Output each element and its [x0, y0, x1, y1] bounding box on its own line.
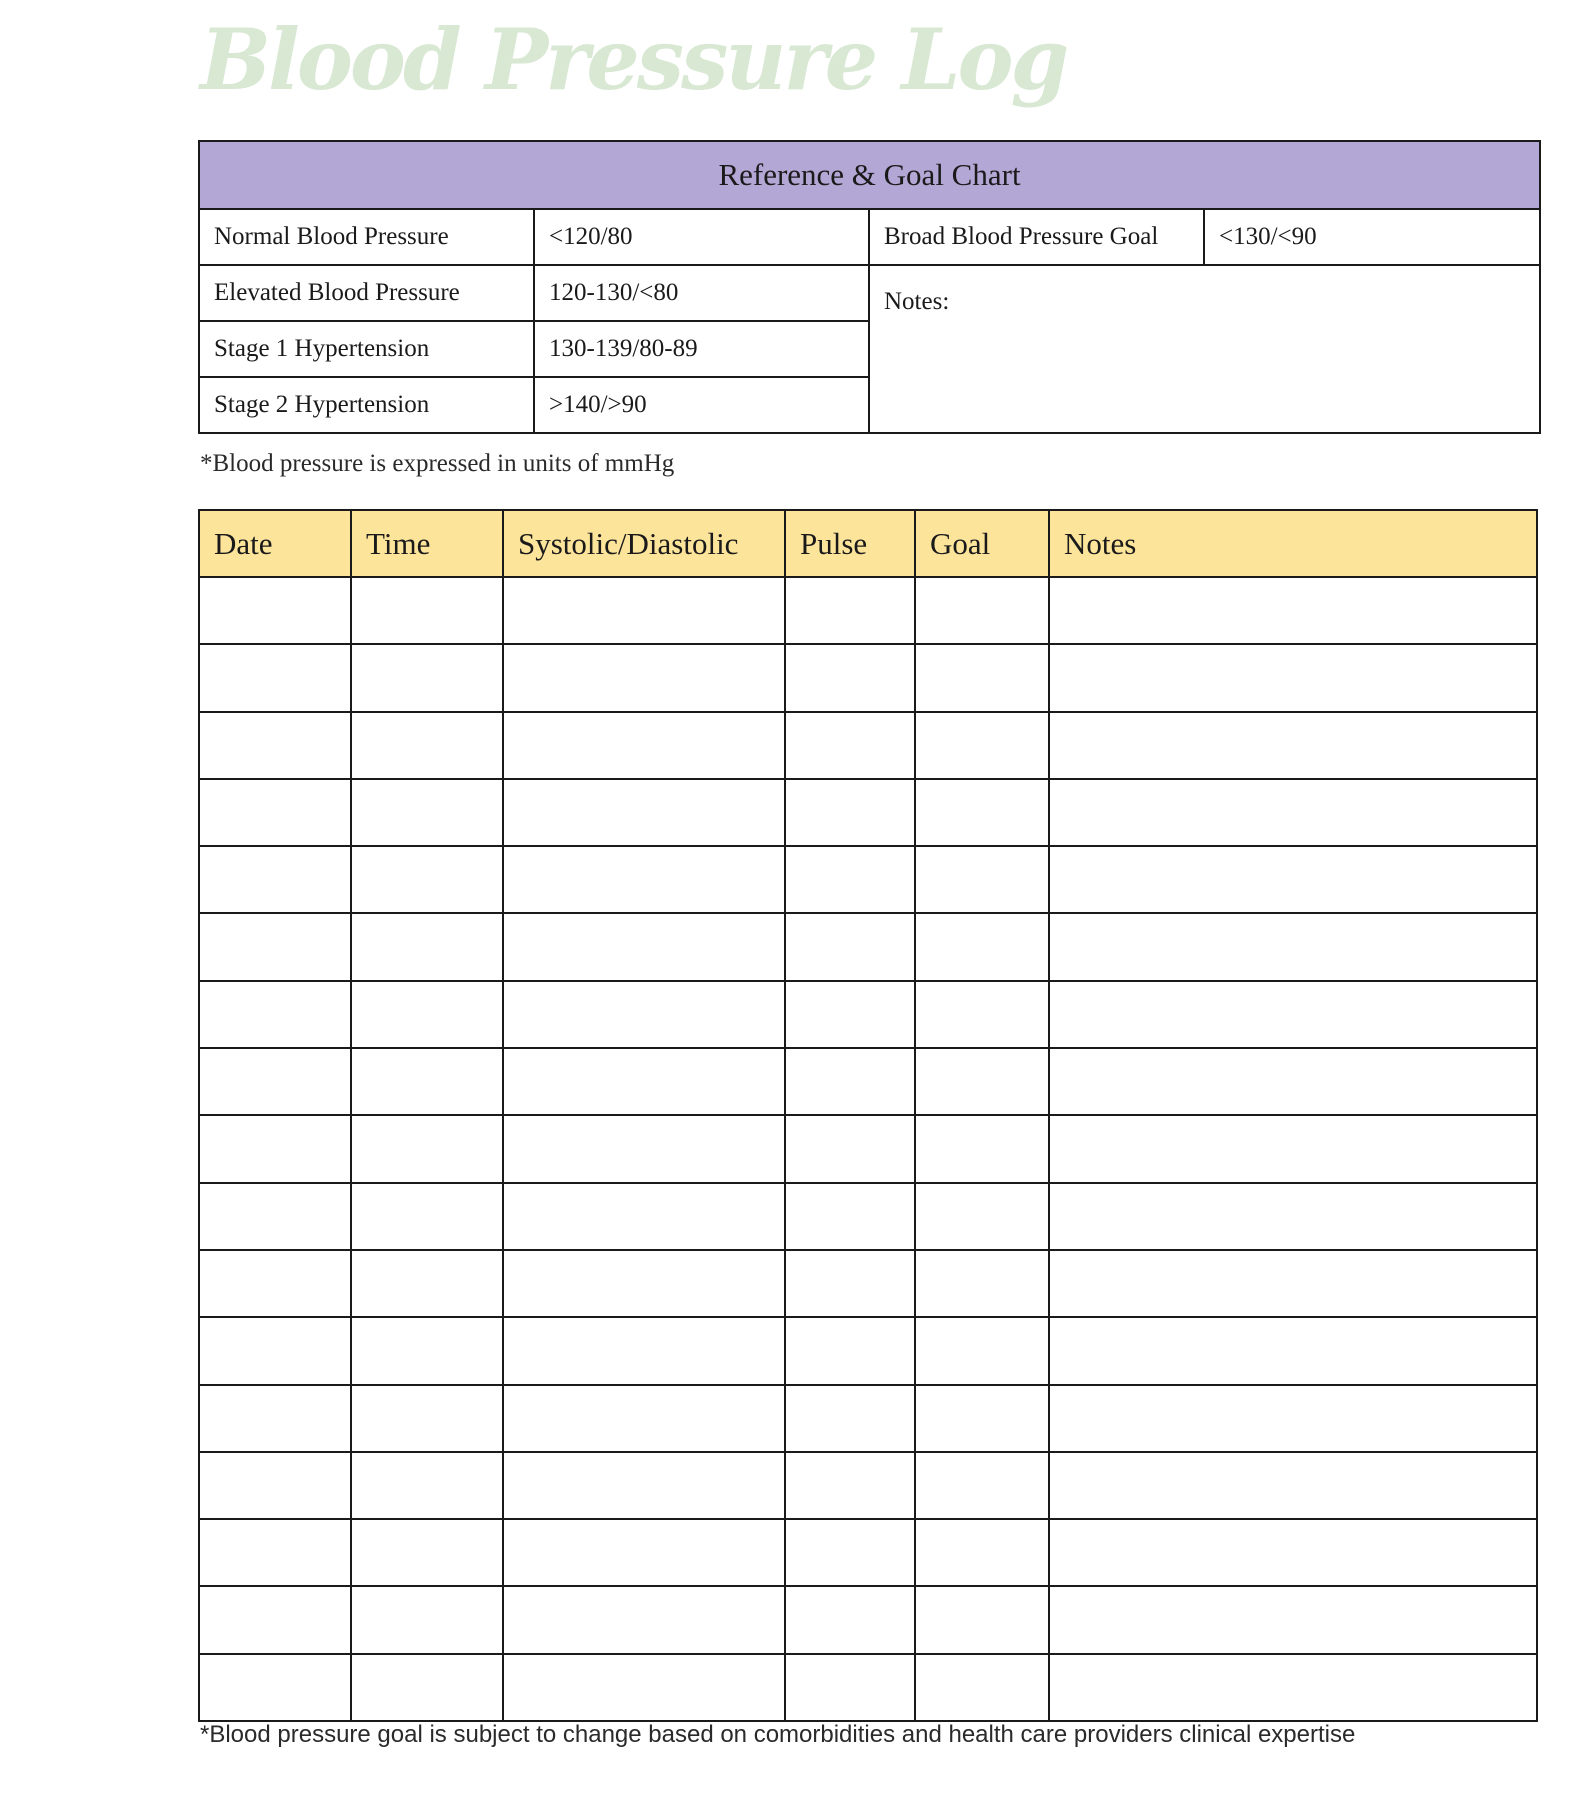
log-header-row: [199, 510, 1537, 577]
cell-pulse[interactable]: [785, 846, 915, 913]
cell-date[interactable]: [199, 1519, 351, 1586]
cell-notes[interactable]: [1049, 913, 1537, 980]
value-elevated: 120-130/<80: [534, 265, 869, 321]
cell-time[interactable]: [351, 577, 503, 644]
cell-systolic-diastolic[interactable]: [503, 1452, 785, 1519]
cell-date[interactable]: [199, 846, 351, 913]
cell-date[interactable]: [199, 577, 351, 644]
cell-notes[interactable]: [1049, 1250, 1537, 1317]
cell-pulse[interactable]: [785, 1654, 915, 1721]
cell-systolic-diastolic[interactable]: [503, 779, 785, 846]
cell-pulse[interactable]: [785, 913, 915, 980]
column-notes: Notes: [1049, 510, 1537, 577]
cell-date[interactable]: [199, 712, 351, 779]
cell-systolic-diastolic[interactable]: [503, 981, 785, 1048]
cell-date[interactable]: [199, 1385, 351, 1452]
cell-pulse[interactable]: [785, 1519, 915, 1586]
cell-systolic-diastolic[interactable]: [503, 644, 785, 711]
value-stage2: >140/>90: [534, 377, 869, 433]
table-row: [199, 779, 1537, 846]
cell-time[interactable]: [351, 846, 503, 913]
cell-pulse[interactable]: [785, 779, 915, 846]
cell-date[interactable]: [199, 1654, 351, 1721]
cell-notes[interactable]: [1049, 712, 1537, 779]
cell-date[interactable]: [199, 1586, 351, 1653]
cell-goal[interactable]: [915, 1385, 1049, 1452]
cell-date[interactable]: [199, 1317, 351, 1384]
value-stage1: 130-139/80-89: [534, 321, 869, 377]
cell-goal[interactable]: [915, 1250, 1049, 1317]
cell-systolic-diastolic[interactable]: [503, 1048, 785, 1115]
cell-pulse[interactable]: [785, 1183, 915, 1250]
cell-notes[interactable]: [1049, 1385, 1537, 1452]
cell-pulse[interactable]: [785, 1317, 915, 1384]
cell-notes[interactable]: [1049, 1654, 1537, 1721]
table-row: [199, 577, 1537, 644]
cell-systolic-diastolic[interactable]: [503, 1250, 785, 1317]
table-row: [199, 846, 1537, 913]
cell-pulse[interactable]: [785, 644, 915, 711]
cell-time[interactable]: [351, 1654, 503, 1721]
cell-time[interactable]: [351, 712, 503, 779]
cell-notes[interactable]: [1049, 1048, 1537, 1115]
table-row: [199, 712, 1537, 779]
table-row: [199, 1048, 1537, 1115]
cell-pulse[interactable]: [785, 1586, 915, 1653]
cell-date[interactable]: [199, 1250, 351, 1317]
column-pulse: Pulse: [785, 510, 915, 577]
cell-systolic-diastolic[interactable]: [503, 1654, 785, 1721]
table-row: [199, 1317, 1537, 1384]
cell-pulse[interactable]: [785, 712, 915, 779]
cell-systolic-diastolic[interactable]: [503, 1115, 785, 1182]
table-row: [199, 1385, 1537, 1452]
cell-notes[interactable]: [1049, 644, 1537, 711]
table-row: [199, 1586, 1537, 1653]
cell-notes[interactable]: [1049, 1183, 1537, 1250]
table-row: [199, 1519, 1537, 1586]
cell-goal[interactable]: [915, 779, 1049, 846]
reference-table-header: Reference & Goal Chart: [199, 141, 1540, 209]
cell-notes[interactable]: [1049, 1519, 1537, 1586]
cell-notes[interactable]: [1049, 1452, 1537, 1519]
cell-time[interactable]: [351, 981, 503, 1048]
units-note: *Blood pressure is expressed in units of mmHg: [200, 450, 675, 477]
cell-date[interactable]: [199, 981, 351, 1048]
table-row: [199, 1452, 1537, 1519]
cell-pulse[interactable]: [785, 1115, 915, 1182]
cell-time[interactable]: [351, 1385, 503, 1452]
goal-value[interactable]: <130/<90: [1204, 209, 1540, 265]
cell-pulse[interactable]: [785, 981, 915, 1048]
cell-goal[interactable]: [915, 1183, 1049, 1250]
cell-time[interactable]: [351, 779, 503, 846]
cell-date[interactable]: [199, 1115, 351, 1182]
cell-pulse[interactable]: [785, 1385, 915, 1452]
cell-time[interactable]: [351, 1586, 503, 1653]
cell-goal[interactable]: [915, 1317, 1049, 1384]
cell-systolic-diastolic[interactable]: [503, 1183, 785, 1250]
goal-label: Broad Blood Pressure Goal: [869, 209, 1204, 265]
cell-goal[interactable]: [915, 1452, 1049, 1519]
table-row: [199, 1250, 1537, 1317]
column-date: Date: [199, 510, 351, 577]
category-stage1: Stage 1 Hypertension: [199, 321, 534, 377]
reference-notes-field[interactable]: Notes:: [869, 265, 1540, 433]
cell-pulse[interactable]: [785, 577, 915, 644]
cell-systolic-diastolic[interactable]: [503, 1385, 785, 1452]
reference-goal-table: [198, 140, 1541, 434]
cell-time[interactable]: [351, 1250, 503, 1317]
cell-notes[interactable]: [1049, 779, 1537, 846]
table-row: [199, 1115, 1537, 1182]
cell-time[interactable]: [351, 1317, 503, 1384]
cell-date[interactable]: [199, 913, 351, 980]
cell-systolic-diastolic[interactable]: [503, 577, 785, 644]
cell-goal[interactable]: [915, 1586, 1049, 1653]
value-normal: <120/80: [534, 209, 869, 265]
log-table: [198, 509, 1538, 1722]
cell-systolic-diastolic[interactable]: [503, 1586, 785, 1653]
cell-goal[interactable]: [915, 913, 1049, 980]
cell-systolic-diastolic[interactable]: [503, 1317, 785, 1384]
cell-goal[interactable]: [915, 981, 1049, 1048]
column-time: Time: [351, 510, 503, 577]
column-goal: Goal: [915, 510, 1049, 577]
cell-pulse[interactable]: [785, 1452, 915, 1519]
table-row: [199, 644, 1537, 711]
cell-goal[interactable]: [915, 1115, 1049, 1182]
cell-date[interactable]: [199, 779, 351, 846]
cell-date[interactable]: [199, 1048, 351, 1115]
table-row: [199, 1183, 1537, 1250]
cell-pulse[interactable]: [785, 1250, 915, 1317]
cell-goal[interactable]: [915, 1519, 1049, 1586]
cell-systolic-diastolic[interactable]: [503, 846, 785, 913]
cell-pulse[interactable]: [785, 1048, 915, 1115]
category-stage2: Stage 2 Hypertension: [199, 377, 534, 433]
cell-time[interactable]: [351, 1519, 503, 1586]
cell-goal[interactable]: [915, 846, 1049, 913]
cell-time[interactable]: [351, 1048, 503, 1115]
cell-systolic-diastolic[interactable]: [503, 1519, 785, 1586]
cell-goal[interactable]: [915, 712, 1049, 779]
cell-goal[interactable]: [915, 577, 1049, 644]
footnote: *Blood pressure goal is subject to change based on comorbidities and health care providers clinical expertise: [200, 1721, 1356, 1748]
cell-systolic-diastolic[interactable]: [503, 913, 785, 980]
cell-notes[interactable]: [1049, 1317, 1537, 1384]
log-body: [199, 577, 1537, 1721]
page-title: Blood Pressure Log: [200, 10, 1067, 109]
cell-notes[interactable]: [1049, 981, 1537, 1048]
cell-time[interactable]: [351, 1115, 503, 1182]
category-elevated: Elevated Blood Pressure: [199, 265, 534, 321]
cell-goal[interactable]: [915, 1048, 1049, 1115]
cell-time[interactable]: [351, 1183, 503, 1250]
table-row: [199, 981, 1537, 1048]
table-row: [199, 913, 1537, 980]
table-row: [199, 1654, 1537, 1721]
cell-notes[interactable]: [1049, 1586, 1537, 1653]
cell-notes[interactable]: [1049, 846, 1537, 913]
column-systolic-diastolic: Systolic/Diastolic: [503, 510, 785, 577]
cell-notes[interactable]: [1049, 1115, 1537, 1182]
cell-goal[interactable]: [915, 1654, 1049, 1721]
cell-time[interactable]: [351, 913, 503, 980]
cell-date[interactable]: [199, 1452, 351, 1519]
category-normal: Normal Blood Pressure: [199, 209, 534, 265]
cell-goal[interactable]: [915, 644, 1049, 711]
cell-date[interactable]: [199, 1183, 351, 1250]
cell-time[interactable]: [351, 644, 503, 711]
cell-systolic-diastolic[interactable]: [503, 712, 785, 779]
cell-date[interactable]: [199, 644, 351, 711]
cell-time[interactable]: [351, 1452, 503, 1519]
cell-notes[interactable]: [1049, 577, 1537, 644]
